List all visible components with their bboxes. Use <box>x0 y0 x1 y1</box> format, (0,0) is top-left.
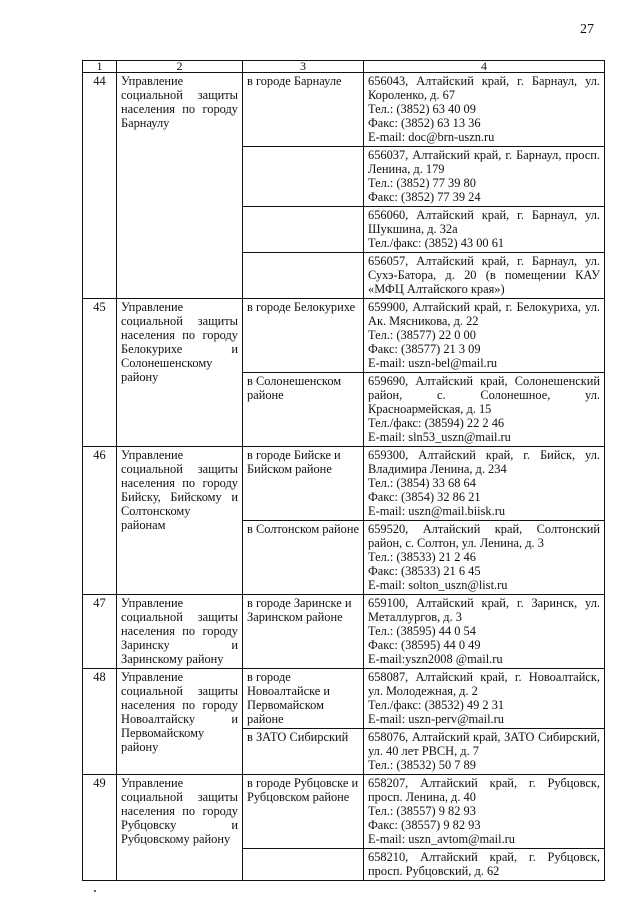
table-row <box>83 73 605 147</box>
scan-artifact <box>94 890 96 892</box>
service-area: в городе Рубцовске и Рубцовском районе <box>243 775 364 849</box>
department-name: Управление социальной защиты населения по городу Заринску и Заринскому району <box>117 595 243 669</box>
contact-line: 656060, Алтайский край, г. Барнаул, ул. Шукшина, д. 32а <box>368 208 600 236</box>
header-col-1: 1 <box>83 61 117 73</box>
table-row <box>83 447 605 521</box>
header-col-3: 3 <box>243 61 364 73</box>
contact-line: E-mail: uszn@mail.biisk.ru <box>368 504 506 518</box>
table-row <box>83 595 605 669</box>
contact-details <box>364 729 605 775</box>
contact-line: E-mail: uszn-perv@mail.ru <box>368 712 504 726</box>
contact-details <box>364 253 605 299</box>
contact-details <box>364 775 605 849</box>
department-name: Управление социальной защиты населения по городу Рубцовску и Рубцовскому району <box>117 775 243 881</box>
department-name: Управление социальной защиты населения по городу Новоалтайску и Первомайскому району <box>117 669 243 775</box>
service-area: в городе Барнауле <box>243 73 364 147</box>
header-col-4: 4 <box>364 61 605 73</box>
contact-line: 659300, Алтайский край, г. Бийск, ул. Владимира Ленина, д. 234 <box>368 448 600 476</box>
contact-line: 656037, Алтайский край, г. Барнаул, просп. Ленина, д. 179 <box>368 148 600 176</box>
registry-table <box>82 60 605 881</box>
contact-line: 658087, Алтайский край, г. Новоалтайск, ул. Молодежная, д. 2 <box>368 670 600 698</box>
contact-line: Факс: (38595) 44 0 49 <box>368 638 481 652</box>
contact-line: Факс: (3852) 63 13 36 <box>368 116 481 130</box>
contact-details <box>364 373 605 447</box>
service-area: в городе Заринске и Заринском районе <box>243 595 364 669</box>
contact-line: Факс: (38577) 21 3 09 <box>368 342 481 356</box>
service-area <box>243 147 364 207</box>
service-area: в городе Новоалтайске и Первомайском районе <box>243 669 364 729</box>
service-area: в городе Белокурихе <box>243 299 364 373</box>
service-area: в городе Бийске и Бийском районе <box>243 447 364 521</box>
contact-line: Тел.: (3852) 63 40 09 <box>368 102 476 116</box>
contact-line: Тел.: (38595) 44 0 54 <box>368 624 476 638</box>
page-number: 27 <box>580 22 594 37</box>
contact-line: Тел.: (38557) 9 82 93 <box>368 804 476 818</box>
service-area: в ЗАТО Сибирский <box>243 729 364 775</box>
contact-line: Тел.: (38577) 22 0 00 <box>368 328 476 342</box>
table-row <box>83 775 605 849</box>
contact-line: E-mail: doc@brn-uszn.ru <box>368 130 495 144</box>
department-name: Управление социальной защиты населения по городу Барнаулу <box>117 73 243 299</box>
contact-line: Тел.: (38533) 21 2 46 <box>368 550 476 564</box>
row-number: 46 <box>83 447 117 595</box>
department-name: Управление социальной защиты населения по городу Бийску, Бийскому и Солтонскому районам <box>117 447 243 595</box>
row-number: 49 <box>83 775 117 881</box>
contact-line: 659900, Алтайский край, г. Белокуриха, ул. Ак. Мясникова, д. 22 <box>368 300 600 328</box>
table-row <box>83 669 605 729</box>
contact-line: E-mail: uszn-bel@mail.ru <box>368 356 498 370</box>
contact-details <box>364 447 605 521</box>
contact-line: Факс: (3852) 77 39 24 <box>368 190 481 204</box>
contact-line: E-mail: sln53_uszn@mail.ru <box>368 430 511 444</box>
contact-line: E-mail: solton_uszn@list.ru <box>368 578 508 592</box>
contact-details <box>364 521 605 595</box>
header-row <box>83 61 605 73</box>
service-area: в Солонешенском районе <box>243 373 364 447</box>
header-col-2: 2 <box>117 61 243 73</box>
row-number: 48 <box>83 669 117 775</box>
contact-line: 658210, Алтайский край, г. Рубцовск, просп. Рубцовский, д. 62 <box>368 850 600 878</box>
contact-details <box>364 849 605 881</box>
contact-details <box>364 147 605 207</box>
service-area: в Солтонском районе <box>243 521 364 595</box>
contact-line: Факс: (38557) 9 82 93 <box>368 818 481 832</box>
contact-line: Тел./факс: (3852) 43 00 61 <box>368 236 505 250</box>
contact-line: 659690, Алтайский край, Солонешенский район, с. Солонешное, ул. Красноармейская, д. 15 <box>368 374 600 416</box>
contact-line: 658076, Алтайский край, ЗАТО Сибирский, ул. 40 лет РВСН, д. 7 <box>368 730 600 758</box>
contact-line: E-mail:yszn2008 @mail.ru <box>368 652 503 666</box>
contact-line: 656057, Алтайский край, г. Барнаул, ул. Сухэ-Батора, д. 20 (в помещении КАУ «МФЦ Алтайского края») <box>368 254 600 296</box>
contact-details <box>364 595 605 669</box>
contact-line: Тел.: (38532) 50 7 89 <box>368 758 476 772</box>
contact-line: 659520, Алтайский край, Солтонский район, с. Солтон, ул. Ленина, д. 3 <box>368 522 600 550</box>
service-area <box>243 849 364 881</box>
contact-line: Тел.: (3852) 77 39 80 <box>368 176 476 190</box>
table-body <box>83 73 605 881</box>
contact-line: 659100, Алтайский край, г. Заринск, ул. Металлургов, д. 3 <box>368 596 600 624</box>
contact-details <box>364 73 605 147</box>
contact-details <box>364 299 605 373</box>
contact-details <box>364 207 605 253</box>
contact-line: 656043, Алтайский край, г. Барнаул, ул. Короленко, д. 67 <box>368 74 600 102</box>
row-number: 44 <box>83 73 117 299</box>
table-row <box>83 299 605 373</box>
contact-line: 658207, Алтайский край, г. Рубцовск, просп. Ленина, д. 40 <box>368 776 600 804</box>
row-number: 47 <box>83 595 117 669</box>
contact-line: Тел./факс: (38594) 22 2 46 <box>368 416 505 430</box>
contact-line: Факс: (3854) 32 86 21 <box>368 490 481 504</box>
service-area <box>243 253 364 299</box>
department-name: Управление социальной защиты населения по городу Белокурихе и Солонешенскому району <box>117 299 243 447</box>
contact-line: Тел./факс: (38532) 49 2 31 <box>368 698 505 712</box>
contact-details <box>364 669 605 729</box>
contact-line: Тел.: (3854) 33 68 64 <box>368 476 476 490</box>
service-area <box>243 207 364 253</box>
contact-line: Факс: (38533) 21 6 45 <box>368 564 481 578</box>
contact-line: E-mail: uszn_avtom@mail.ru <box>368 832 515 846</box>
row-number: 45 <box>83 299 117 447</box>
